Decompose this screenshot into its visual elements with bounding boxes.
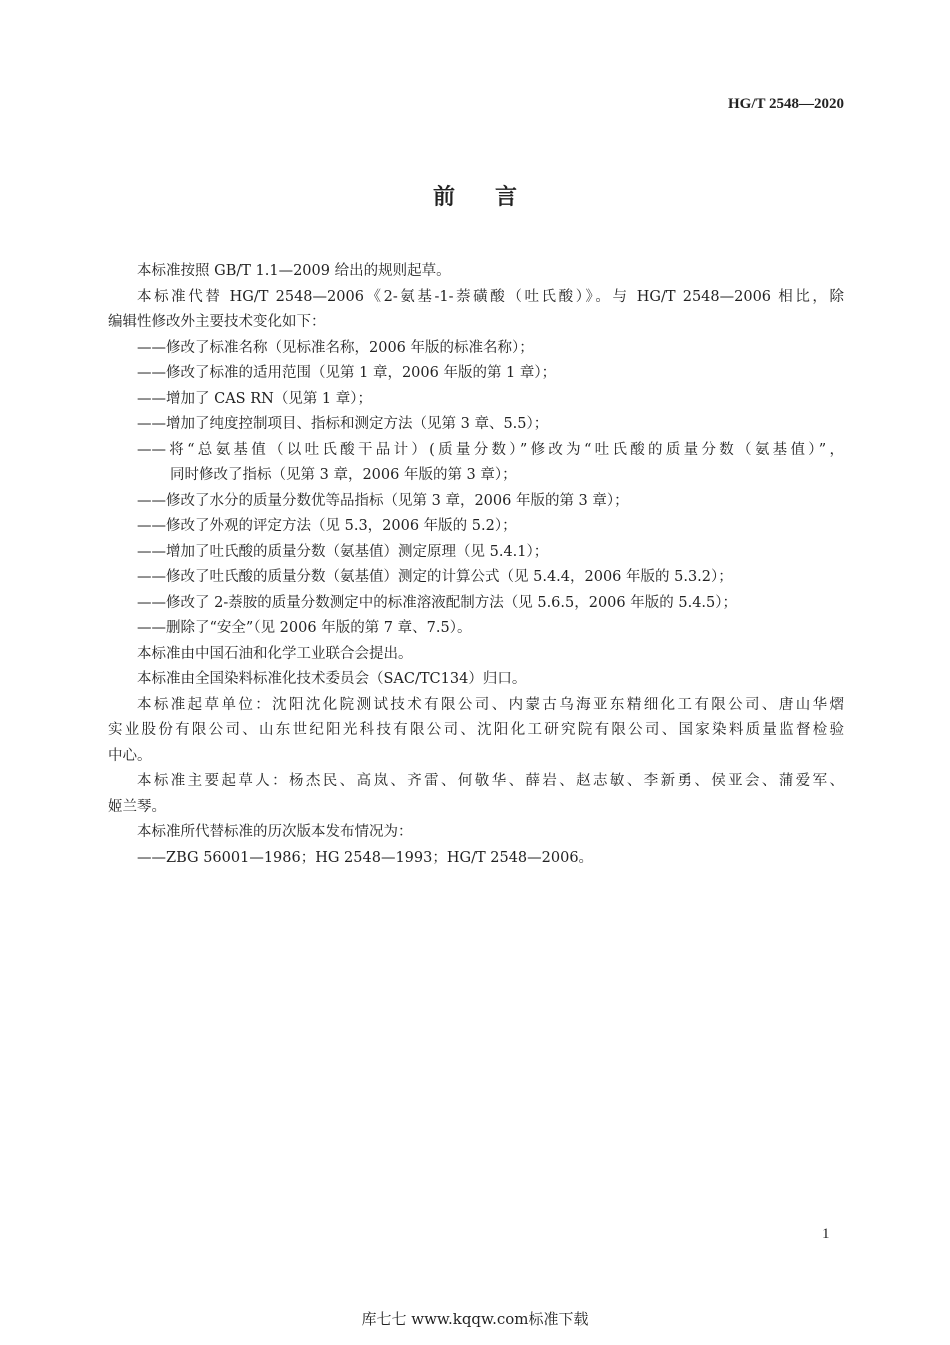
text-line: ——修改了标准的适用范围（见第 1 章，2006 年版的第 1 章）； (137, 365, 557, 381)
text-line: ——增加了纯度控制项目、指标和测定方法（见第 3 章、5.5）； (137, 416, 549, 432)
text-line: 实业股份有限公司、山东世纪阳光科技有限公司、沈阳化工研究院有限公司、国家染料质量监督检验 (108, 722, 844, 738)
standard-code: HG/T 2548—2020 (728, 96, 844, 112)
list-item (108, 591, 844, 617)
text-line: ——ZBG 56001—1986；HG 2548—1993；HG/T 2548—2006。 (137, 849, 594, 866)
text-line: 编辑性修改外主要技术变化如下： (108, 314, 326, 330)
list-item (108, 387, 844, 413)
text-line: 本标准起草单位：沈阳沈化院测试技术有限公司、内蒙古乌海亚东精细化工有限公司、唐山华熠 (137, 696, 844, 713)
footer-watermark: 库七七 www.kqqw.com标准下载 (361, 1310, 589, 1328)
text-line: ——修改了外观的评定方法（见 5.3，2006 年版的 5.2）； (137, 518, 517, 534)
text-line: 中心。 (108, 747, 152, 764)
text-line: 本标准由全国染料标准化技术委员会（SAC/TC134）归口。 (137, 671, 527, 687)
text-line: ——增加了吐氏酸的质量分数（氨基值）测定原理（见 5.4.1）； (137, 543, 549, 560)
list-item (108, 412, 844, 438)
page-number: 1 (822, 1226, 830, 1242)
list-item (108, 565, 844, 591)
paragraph (108, 642, 844, 668)
text-line: ——修改了标准名称（见标准名称，2006 年版的标准名称）； (137, 339, 534, 356)
text-line: 本标准由中国石油和化学工业联合会提出。 (137, 645, 413, 662)
paragraph (108, 693, 844, 770)
text-line: ——将“总氨基值（以吐氏酸干品计）(质量分数）”修改为“吐氏酸的质量分数（氨基值）”， (137, 441, 844, 458)
paragraph (108, 259, 844, 285)
list-item (108, 616, 844, 642)
page-title: 前言 (432, 185, 557, 210)
list-item (108, 514, 844, 540)
text-line: ——删除了“安全”（见 2006 年版的第 7 章、7.5）。 (137, 620, 472, 636)
paragraph (108, 285, 844, 336)
text-line: 本标准按照 GB/T 1.1—2009 给出的规则起草。 (137, 263, 451, 279)
list-item (108, 361, 844, 387)
text-line: 本标准主要起草人：杨杰民、高岚、齐雷、何敬华、薛岩、赵志敏、李新勇、侯亚会、蒲爱军、 (137, 773, 844, 789)
list-item (108, 489, 844, 515)
list-item (108, 438, 844, 489)
text-line: ——修改了水分的质量分数优等品指标（见第 3 章，2006 年版的第 3 章）； (137, 492, 629, 509)
text-line: ——增加了 CAS RN（见第 1 章）； (137, 390, 373, 407)
text-line: 同时修改了指标（见第 3 章，2006 年版的第 3 章）； (170, 467, 517, 483)
paragraph (108, 820, 844, 846)
paragraph (108, 667, 844, 693)
list-item (108, 846, 844, 872)
list-item (108, 336, 844, 362)
paragraph (108, 769, 844, 820)
text-line: 姬兰琴。 (108, 798, 166, 815)
text-line: ——修改了吐氏酸的质量分数（氨基值）测定的计算公式（见 5.4.4，2006 年版的 5.3.2）； (137, 569, 733, 585)
list-item (108, 540, 844, 566)
document-body (108, 259, 844, 871)
text-line: ——修改了 2-萘胺的质量分数测定中的标准溶液配制方法（见 5.6.5，2006 年版的 5.4.5）； (137, 594, 737, 611)
text-line: 本标准所代替标准的历次版本发布情况为： (137, 824, 413, 840)
text-line: 本标准代替 HG/T 2548—2006《2-氨基-1-萘磺酸（吐氏酸）》。与 HG/T 2548—2006 相比，除 (137, 288, 844, 305)
